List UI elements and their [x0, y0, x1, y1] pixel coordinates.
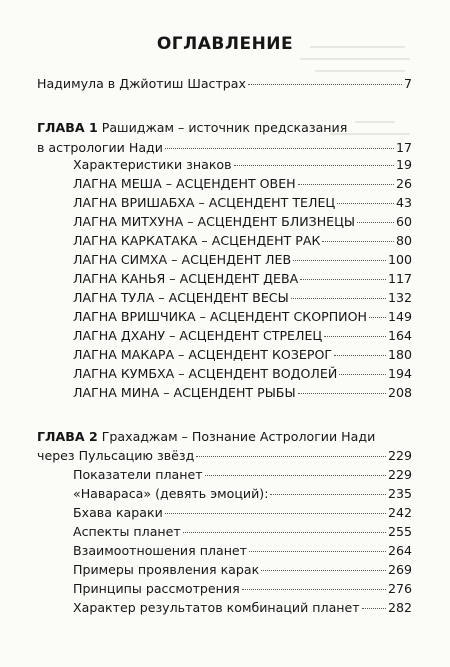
toc-entry-label: ЛАГНА ДХАНУ – АСЦЕНДЕНТ СТРЕЛЕЦ — [73, 328, 323, 343]
toc-entry[interactable] — [73, 542, 412, 560]
toc-entry-page: 60 — [395, 214, 412, 229]
bleed-through-mark — [315, 70, 405, 72]
toc-entry-label: Характер результатов комбинаций планет — [73, 600, 360, 615]
toc-entry-page: 194 — [387, 366, 412, 381]
leader-dots — [337, 203, 394, 204]
toc-entry-page: 235 — [387, 486, 412, 501]
leader-dots — [249, 551, 386, 552]
toc-entry[interactable] — [73, 466, 412, 484]
toc-entry-page: 117 — [387, 271, 412, 286]
toc-entry-page: 269 — [387, 562, 412, 577]
toc-entry-page: 26 — [395, 176, 412, 191]
toc-entry-label: Показатели планет — [73, 467, 203, 482]
leader-dots — [334, 355, 386, 356]
toc-entry[interactable] — [73, 232, 412, 250]
toc-entry[interactable] — [73, 327, 412, 345]
toc-entry-page: 43 — [395, 195, 412, 210]
toc-entry-page: 149 — [387, 309, 412, 324]
chapter-2-title-line1: Грахаджам – Познание Астрологии Нади — [97, 429, 376, 444]
toc-entry-page: 100 — [387, 252, 412, 267]
chapter-1-heading[interactable] — [37, 119, 347, 137]
toc-entry-page: 80 — [395, 233, 412, 248]
leader-dots — [357, 222, 394, 223]
toc-entry[interactable] — [73, 251, 412, 269]
toc-entry-page: 180 — [387, 347, 412, 362]
leader-dots — [270, 494, 386, 495]
toc-entry[interactable] — [73, 384, 412, 402]
chapter-1-number: ГЛАВА 1 — [37, 120, 98, 135]
toc-entry[interactable] — [73, 580, 412, 598]
chapter-2-heading-cont[interactable] — [37, 447, 412, 465]
leader-dots — [298, 393, 386, 394]
toc-entry[interactable] — [73, 308, 412, 326]
chapter-2-page: 229 — [387, 448, 412, 463]
leader-dots — [362, 608, 386, 609]
toc-entry-page: 255 — [387, 524, 412, 539]
leader-dots — [293, 260, 386, 261]
toc-entry[interactable] — [73, 289, 412, 307]
page-title: ОГЛАВЛЕНИЕ — [156, 34, 294, 54]
toc-entry-label: ЛАГНА КАНЬЯ – АСЦЕНДЕНТ ДЕВА — [73, 271, 299, 286]
leader-dots — [165, 513, 386, 514]
toc-entry-page: 282 — [387, 600, 412, 615]
leader-dots — [205, 475, 386, 476]
leader-dots — [234, 165, 394, 166]
chapter-1-page: 17 — [395, 140, 412, 155]
toc-entry-page: 208 — [387, 385, 412, 400]
toc-entry[interactable] — [73, 504, 412, 522]
toc-entry-label: Аспекты планет — [73, 524, 181, 539]
leader-dots — [261, 570, 386, 571]
toc-entry-label: Примеры проявления карак — [73, 562, 260, 577]
toc-entry-page: 164 — [387, 328, 412, 343]
leader-dots — [248, 84, 402, 85]
toc-entry-page: 229 — [387, 467, 412, 482]
toc-entry[interactable] — [73, 213, 412, 231]
toc-entry[interactable] — [73, 485, 412, 503]
toc-entry-label: ЛАГНА КАРКАТАКА – АСЦЕНДЕНТ РАК — [73, 233, 321, 248]
toc-entry[interactable] — [73, 156, 412, 174]
toc-entry[interactable] — [73, 175, 412, 193]
toc-entry[interactable] — [73, 270, 412, 288]
leader-dots — [322, 241, 394, 242]
leader-dots — [369, 317, 386, 318]
leader-dots — [339, 374, 386, 375]
toc-entry-page: 19 — [395, 157, 412, 172]
leader-dots — [300, 279, 386, 280]
toc-entry-label: «Навараса» (девять эмоций): — [73, 486, 269, 501]
chapter-1-title-line1: Рашиджам – источник предсказания — [97, 120, 348, 135]
toc-entry-intro[interactable] — [37, 75, 412, 93]
toc-entry-label: Надимула в Джйотиш Шастрах — [37, 76, 246, 91]
leader-dots — [298, 184, 394, 185]
chapter-1-heading-cont[interactable] — [37, 139, 412, 157]
toc-entry-label: ЛАГНА МАКАРА – АСЦЕНДЕНТ КОЗЕРОГ — [73, 347, 333, 362]
toc-entry-label: ЛАГНА МИНА – АСЦЕНДЕНТ РЫБЫ — [73, 385, 296, 400]
toc-entry-label: ЛАГНА МЕША – АСЦЕНДЕНТ ОВЕН — [73, 176, 296, 191]
toc-entry-page: 7 — [403, 76, 412, 91]
toc-entry[interactable] — [73, 346, 412, 364]
toc-entry[interactable] — [73, 599, 412, 617]
toc-entry[interactable] — [73, 365, 412, 383]
toc-entry-label: Характеристики знаков — [73, 157, 232, 172]
toc-entry-label: ЛАГНА МИТХУНА – АСЦЕНДЕНТ БЛИЗНЕЦЫ — [73, 214, 356, 229]
leader-dots — [183, 532, 386, 533]
toc-entry-label: ЛАГНА ВРИШАБХА – АСЦЕНДЕНТ ТЕЛЕЦ — [73, 195, 336, 210]
toc-entry-label: Взаимоотношения планет — [73, 543, 248, 558]
toc-entry-label: ЛАГНА КУМБХА – АСЦЕНДЕНТ ВОДОЛЕЙ — [73, 366, 338, 381]
leader-dots — [165, 148, 394, 149]
toc-entry-label: ЛАГНА ВРИШЧИКА – АСЦЕНДЕНТ СКОРПИОН — [73, 309, 367, 324]
chapter-2-title-line2: через Пульсацию звёзд — [37, 448, 195, 463]
toc-entry-label: Бхава караки — [73, 505, 163, 520]
toc-entry[interactable] — [73, 194, 412, 212]
toc-entry-label: ЛАГНА ТУЛА – АСЦЕНДЕНТ ВЕСЫ — [73, 290, 289, 305]
leader-dots — [291, 298, 386, 299]
toc-entry-page: 276 — [387, 581, 412, 596]
toc-entry-label: ЛАГНА СИМХА – АСЦЕНДЕНТ ЛЕВ — [73, 252, 292, 267]
leader-dots — [242, 589, 386, 590]
toc-entry[interactable] — [73, 523, 412, 541]
toc-entry-label: Принципы рассмотрения — [73, 581, 240, 596]
bleed-through-mark — [355, 121, 395, 123]
chapter-2-number: ГЛАВА 2 — [37, 429, 98, 444]
toc-entry[interactable] — [73, 561, 412, 579]
toc-entry-page: 242 — [387, 505, 412, 520]
bleed-through-mark — [300, 58, 410, 60]
leader-dots — [196, 456, 386, 457]
toc-entry-page: 132 — [387, 290, 412, 305]
toc-entry-page: 264 — [387, 543, 412, 558]
chapter-2-heading[interactable] — [37, 428, 375, 446]
chapter-1-title-line2: в астрологии Нади — [37, 140, 163, 155]
leader-dots — [324, 336, 386, 337]
